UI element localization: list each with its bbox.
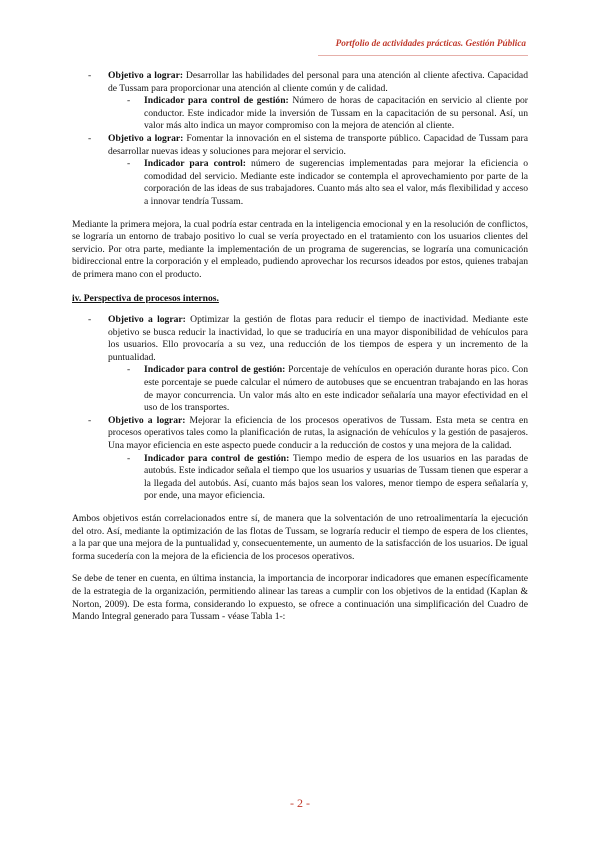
indicator-text: Número de horas de capacitación en servicio al cliente por conductor. Este indicador mide la inversión de Tussam en la capacitación de su personal. Así, un valor más alto indica un mayor compromiso con la mejora de atención al cliente. (144, 95, 529, 132)
objective-item (72, 70, 528, 95)
objective-text: Mejorar la eficiencia de los procesos operativos de Tussam. Esta meta se centra en procesos operativos tales como la planificación de rutas, la asignación de vehículos y la gestión de pasajeros. Una mayor eficiencia en este aspecto puede conducir a la reducción de costos y una mejora de la calidad. (108, 414, 528, 452)
dash-bullet: - (127, 364, 131, 376)
objective-text: Desarrollar las habilidades del personal para una atención al cliente afectiva. Capacidad de Tussam para proporcionar una atención al cliente común y de calidad. (108, 70, 528, 94)
body-paragraph: Se debe de tener en cuenta, en última instancia, la importancia de incorporar indicadores que emanen específicamente de la estrategia de la organización, permitiendo alinear las tareas a cumplir con los objetivos de la entidad (Kaplan & Norton, 2009). De esta forma, considerando lo expuesto, se ofrece a continuación una simplificación del Cuadro de Mando Integral generado para Tussam - véase Tabla 1-: (72, 573, 528, 623)
indicator-item (72, 453, 528, 503)
indicator-item (72, 95, 528, 133)
dash-bullet: - (88, 414, 92, 426)
objective-label: Objetivo a lograr: (108, 132, 184, 144)
indicator-text: número de sugerencias implementadas para mejorar la eficiencia o comodidad del servicio. Mediante este indicador se contempla el aprovechamiento por parte de la corporación de las ideas de sus trabajadores. Cuanto más alto sea el valor, más flexibilidad y acceso a innovar tendría Tussam. (144, 158, 528, 207)
indicator-text: Tiempo medio de espera de los usuarios en las paradas de autobús. Este indicador señala el tiempo que los usuarios y usuarias de Tussam tienen que esperar a la llegada del autobús. Así, cuanto más bajos sean los valores, menor tiempo de espera señalaría y, por ende, una mayor eficiencia. (144, 452, 528, 502)
dash-bullet: - (88, 132, 92, 144)
objective-item (72, 133, 528, 158)
indicator-label: Indicador para control de gestión: (144, 95, 289, 107)
dash-bullet: - (127, 158, 131, 170)
indicator-label: Indicador para control de gestión: (144, 452, 290, 464)
document-body (72, 70, 528, 624)
objective-label: Objetivo a lograr: (108, 70, 184, 81)
section-heading: iv. Perspectiva de procesos internos. (72, 292, 219, 304)
objective-item (72, 415, 528, 453)
dash-bullet: - (88, 314, 92, 326)
objective-label: Objetivo a lograr: (108, 314, 186, 326)
page-number: - 2 - (290, 796, 310, 810)
objective-label: Objetivo a lograr: (108, 414, 186, 426)
dash-bullet: - (88, 70, 92, 81)
dash-bullet: - (127, 452, 131, 464)
indicator-text: Porcentaje de vehículos en operación durante horas pico. Con este porcentaje se puede calcular el número de autobuses que se encuentran trabajando en las horas de mayor concurrencia. Un valor más alto en este indicador señalaría una mayor efectividad en el uso de los transportes. (144, 364, 529, 414)
indicator-item (72, 364, 528, 414)
dash-bullet: - (127, 95, 131, 107)
header-title: Portfolio de actividades prácticas. Gestión Pública (335, 38, 526, 48)
objective-item (72, 314, 528, 364)
indicator-label: Indicador para control de gestión: (144, 364, 286, 376)
body-paragraph: Ambos objetivos están correlacionados entre sí, de manera que la solventación de uno retroalimentaría la ejecución del otro. Así, mediante la optimización de las flotas de Tussam, se lograría reducir el tiempo de espera de los clientes, a la par que una mejora de la puntualidad y, consecuentemente, un aumento de la satisfacción de los usuarios. De igual forma sucedería con la mejora de la eficiencia de los procesos operativos. (72, 513, 528, 562)
objective-text: Fomentar la innovación en el sistema de transporte público. Capacidad de Tussam para desarrollar nuevas ideas y soluciones para mejorar el servicio. (108, 132, 528, 157)
indicator-item (72, 158, 528, 208)
indicator-label: Indicador para control: (144, 158, 246, 170)
body-paragraph: Mediante la primera mejora, la cual podría estar centrada en la inteligencia emocional y en la resolución de conflictos, se lograría un entorno de trabajo positivo lo cual se vería proyectado en el tratamiento con los usuarios clientes del servicio. Por otra parte, mediante la implementación de un programa de sugerencias, se lograría una comunicación bidireccional entre la corporación y el empleado, pudiendo aprovechar los recursos ideados por estos, quienes trabajan de primera mano con el producto. (72, 218, 528, 280)
header-divider (318, 55, 528, 56)
objective-text: Optimizar la gestión de flotas para reducir el tiempo de inactividad. Mediante este objetivo se busca reducir la inactividad, lo que se traduciría en una mayor disponibilidad de vehículos para los usuarios. Ello provocaría a su vez, una reducción de los tiempos de espera y un incremento de la puntualidad. (108, 314, 528, 363)
